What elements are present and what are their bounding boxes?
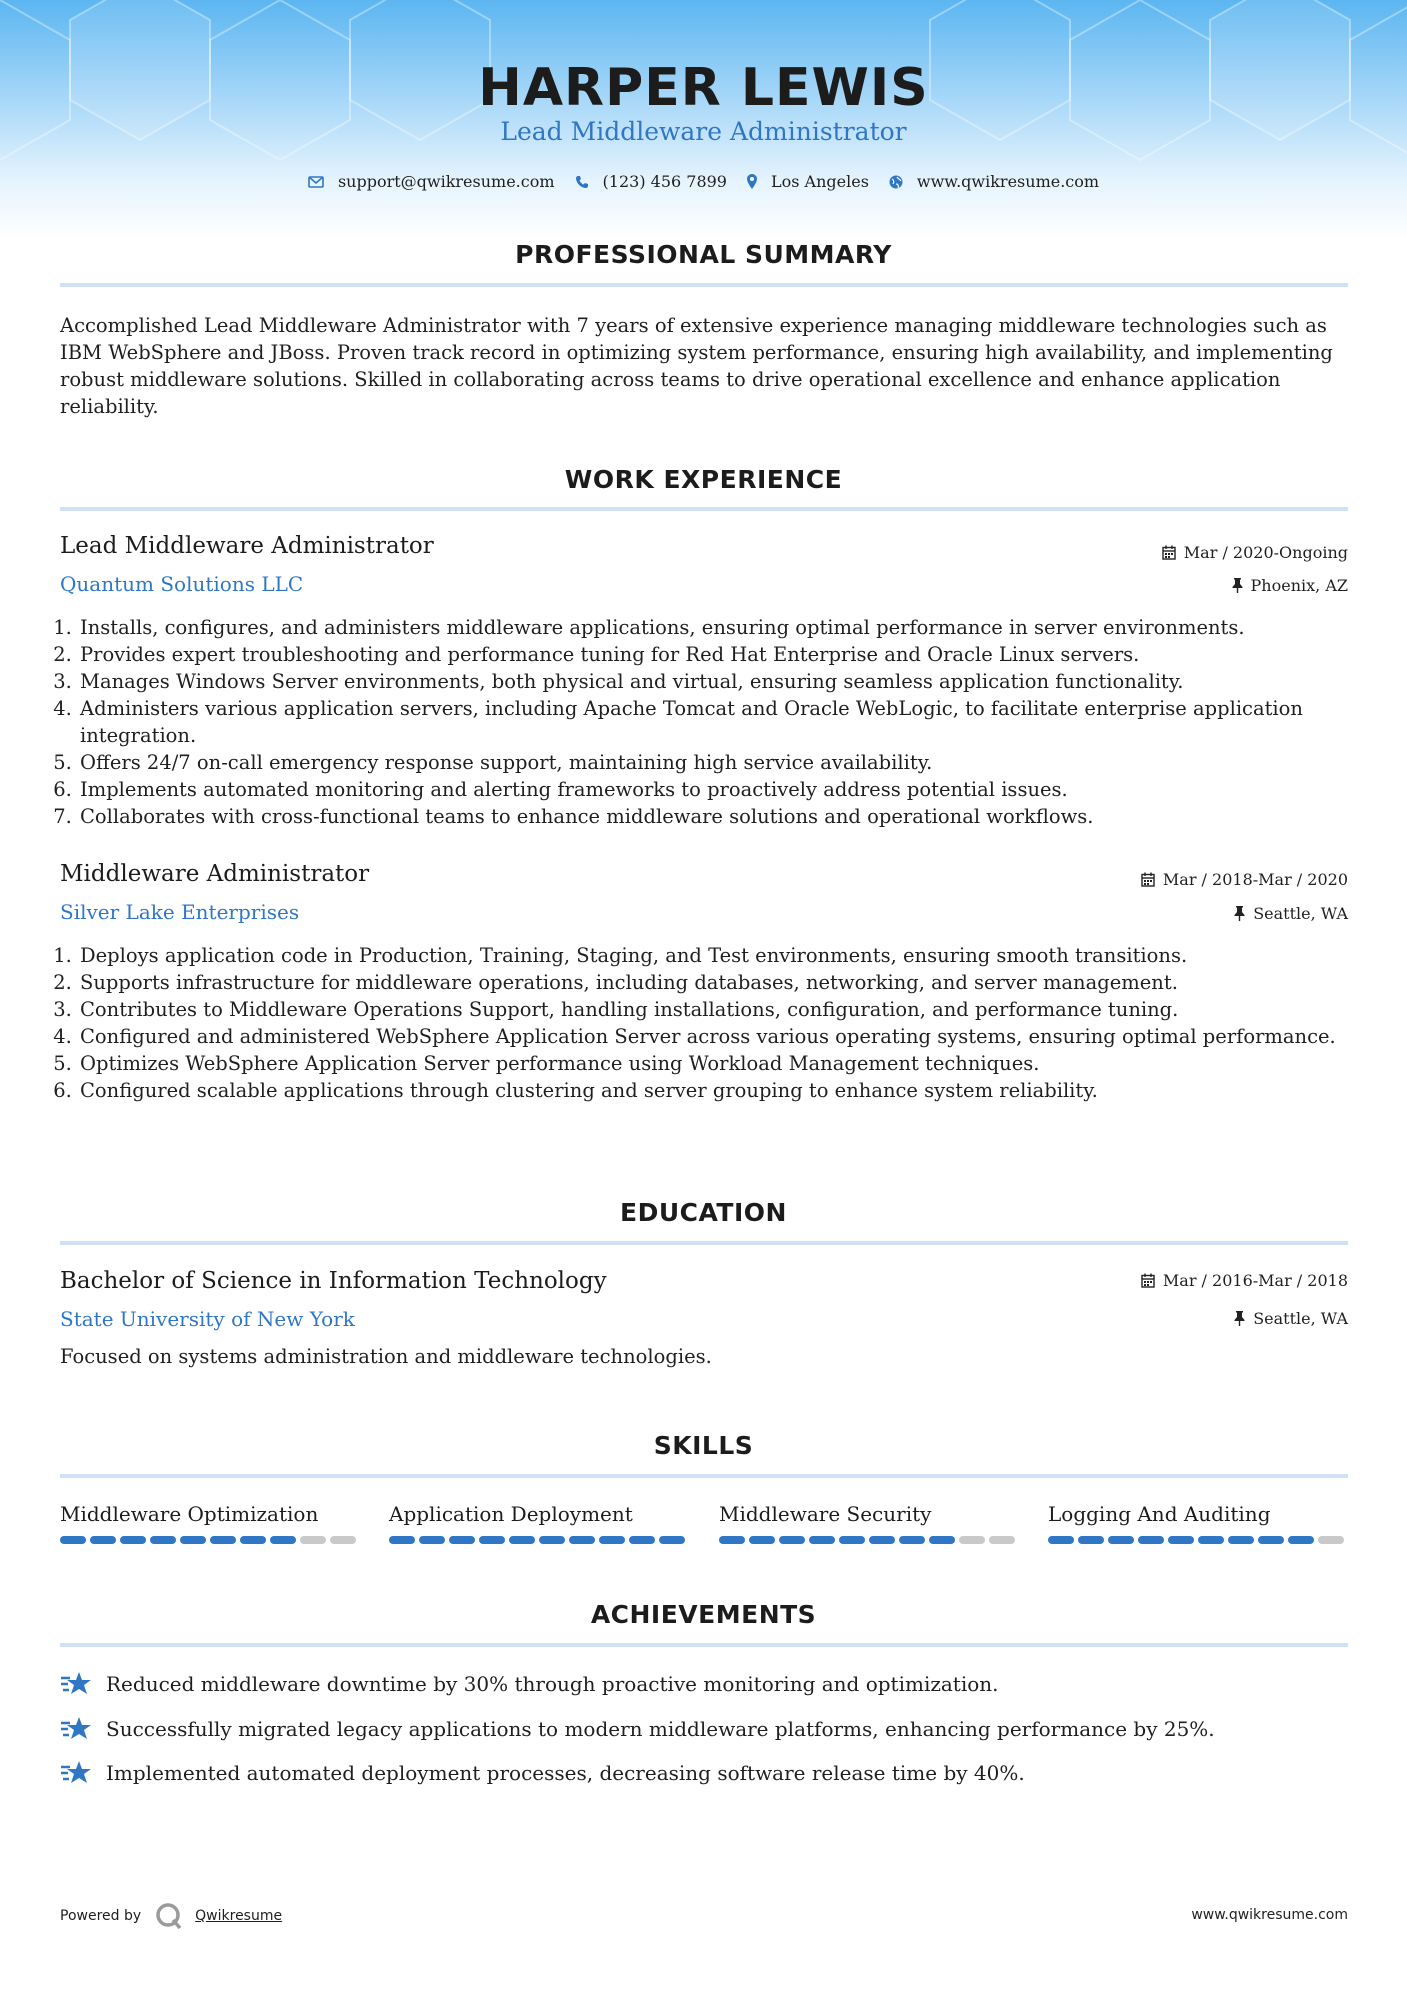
- achievement-item: [60, 1760, 1025, 1786]
- job-dates: [1141, 870, 1348, 889]
- list-item: 5. Optimizes WebSphere Application Server performance using Workload Management techniques.: [78, 1050, 1368, 1077]
- job-company: Quantum Solutions LLC: [60, 572, 304, 596]
- pushpin-icon: [1234, 1311, 1245, 1326]
- email-text: support@qwikresume.com: [337, 172, 555, 191]
- location-text: Los Angeles: [770, 172, 869, 191]
- skill-level-segment: [869, 1536, 895, 1544]
- achievement-item: [60, 1716, 1215, 1742]
- skill-level-segment: [210, 1536, 236, 1544]
- skill-level-segment: [389, 1536, 415, 1544]
- skill-item: [1048, 1502, 1348, 1544]
- skill-level-segment: [959, 1536, 985, 1544]
- section-title-experience: WORK EXPERIENCE: [564, 465, 843, 494]
- skill-level-segment: [599, 1536, 625, 1544]
- skill-level-segment: [659, 1536, 685, 1544]
- powered-by-label: Powered by: [60, 1908, 142, 1924]
- section-divider: [60, 1241, 1348, 1245]
- skill-level-segment: [539, 1536, 565, 1544]
- skill-level-segment: [419, 1536, 445, 1544]
- summary-text: Accomplished Lead Middleware Administrator with 7 years of extensive experience managing middleware technologies such as IBM WebSphere and JBoss. Proven track record in optimizing system performance, ensuring high availability, and implementing robust middleware solutions. Skilled in collaborating across teams to drive operational excellence and enhance application reliability.: [60, 314, 1333, 418]
- skill-level-bar: [389, 1536, 689, 1544]
- list-item: 1. Installs, configures, and administers middleware applications, ensuring optimal performance in server environments.: [78, 614, 1368, 641]
- job-bullets: [60, 614, 1368, 830]
- skill-level-segment: [90, 1536, 116, 1544]
- star-icon: [60, 1716, 92, 1742]
- job-location-text: Phoenix, AZ: [1250, 576, 1348, 595]
- list-item: 3. Manages Windows Server environments, both physical and virtual, ensuring seamless application functionality.: [78, 668, 1368, 695]
- star-icon: [60, 1760, 92, 1786]
- job-dates: [1162, 543, 1348, 562]
- skill-level-segment: [449, 1536, 475, 1544]
- skill-level-segment: [629, 1536, 655, 1544]
- calendar-icon: [1141, 872, 1155, 887]
- job-location: [1234, 904, 1348, 923]
- achievement-text: Implemented automated deployment processes, decreasing software release time by 40%.: [106, 1761, 1025, 1785]
- qwikresume-link[interactable]: Qwikresume: [195, 1908, 283, 1924]
- list-item: 4. Administers various application servers, including Apache Tomcat and Oracle WebLogic, to facilitate enterprise application integration.: [78, 695, 1368, 749]
- section-title-achievements: ACHIEVEMENTS: [590, 1600, 817, 1629]
- skill-item: [60, 1502, 360, 1544]
- skill-level-segment: [1168, 1536, 1194, 1544]
- education-location: [1234, 1309, 1348, 1328]
- skill-level-segment: [929, 1536, 955, 1544]
- job-location: [1232, 576, 1348, 595]
- list-item: 1. Deploys application code in Production, Training, Staging, and Test environments, ensuring smooth transitions.: [78, 942, 1368, 969]
- contact-location: [747, 172, 869, 191]
- star-icon: [60, 1671, 92, 1697]
- skill-item: [389, 1502, 689, 1544]
- skill-level-segment: [1138, 1536, 1164, 1544]
- skill-level-bar: [60, 1536, 360, 1544]
- footer-website[interactable]: www.qwikresume.com: [1191, 1907, 1348, 1923]
- job-dates-text: Mar / 2018-Mar / 2020: [1162, 870, 1348, 889]
- skill-level-segment: [270, 1536, 296, 1544]
- list-item: 4. Configured and administered WebSphere Application Server across various operating systems, ensuring optimal performance.: [78, 1023, 1368, 1050]
- skill-level-segment: [479, 1536, 505, 1544]
- skill-level-segment: [1258, 1536, 1284, 1544]
- job-dates-text: Mar / 2020-Ongoing: [1183, 543, 1348, 562]
- skill-level-segment: [240, 1536, 266, 1544]
- candidate-name: HARPER LEWIS: [478, 58, 929, 118]
- list-item: 6. Implements automated monitoring and alerting frameworks to proactively address potential issues.: [78, 776, 1368, 803]
- list-item: 7. Collaborates with cross-functional teams to enhance middleware solutions and operational workflows.: [78, 803, 1368, 830]
- website-text: www.qwikresume.com: [916, 172, 1100, 191]
- achievement-text: Successfully migrated legacy applications to modern middleware platforms, enhancing performance by 25%.: [106, 1717, 1215, 1741]
- section-title-summary: PROFESSIONAL SUMMARY: [515, 240, 892, 269]
- education-dates: [1141, 1271, 1348, 1290]
- pushpin-icon: [1232, 578, 1243, 593]
- list-item: 5. Offers 24/7 on-call emergency response support, maintaining high service availability.: [78, 749, 1368, 776]
- job-role: Middleware Administrator: [60, 861, 370, 887]
- section-title-education: EDUCATION: [620, 1198, 787, 1227]
- qwikresume-logo-icon: [155, 1902, 183, 1930]
- achievement-text: Reduced middleware downtime by 30% through proactive monitoring and optimization.: [106, 1672, 999, 1696]
- skill-level-segment: [1048, 1536, 1074, 1544]
- skill-item: [719, 1502, 1019, 1544]
- section-divider: [60, 1643, 1348, 1647]
- globe-icon: [889, 175, 903, 189]
- education-location-text: Seattle, WA: [1253, 1309, 1348, 1328]
- footer-powered-by: [60, 1902, 282, 1930]
- skill-level-segment: [509, 1536, 535, 1544]
- skill-level-segment: [150, 1536, 176, 1544]
- skill-level-segment: [1078, 1536, 1104, 1544]
- achievement-item: [60, 1671, 999, 1697]
- education-degree: Bachelor of Science in Information Technology: [60, 1268, 607, 1294]
- skill-level-segment: [569, 1536, 595, 1544]
- skill-name: Middleware Optimization: [60, 1502, 319, 1526]
- skill-level-segment: [839, 1536, 865, 1544]
- calendar-icon: [1141, 1273, 1155, 1288]
- skill-level-bar: [1048, 1536, 1348, 1544]
- skill-level-bar: [719, 1536, 1019, 1544]
- list-item: 2. Supports infrastructure for middleware operations, including databases, networking, and server management.: [78, 969, 1368, 996]
- envelope-icon: [308, 176, 324, 188]
- pushpin-icon: [1234, 906, 1245, 921]
- job-company: Silver Lake Enterprises: [60, 900, 300, 924]
- skill-level-segment: [809, 1536, 835, 1544]
- skill-level-segment: [749, 1536, 775, 1544]
- skill-level-segment: [180, 1536, 206, 1544]
- contact-email[interactable]: [308, 172, 555, 191]
- skill-name: Logging And Auditing: [1048, 1502, 1271, 1526]
- candidate-title: Lead Middleware Administrator: [500, 117, 907, 146]
- calendar-icon: [1162, 545, 1176, 560]
- skill-level-segment: [1288, 1536, 1314, 1544]
- job-role: Lead Middleware Administrator: [60, 533, 434, 559]
- contact-website[interactable]: [889, 172, 1099, 191]
- phone-text: (123) 456 7899: [602, 172, 727, 191]
- list-item: 2. Provides expert troubleshooting and performance tuning for Red Hat Enterprise and Oracle Linux servers.: [78, 641, 1368, 668]
- skill-level-segment: [1318, 1536, 1344, 1544]
- skill-name: Middleware Security: [719, 1502, 932, 1526]
- contact-phone[interactable]: [575, 172, 727, 191]
- skill-level-segment: [989, 1536, 1015, 1544]
- phone-icon: [575, 175, 589, 189]
- skill-level-segment: [779, 1536, 805, 1544]
- skill-level-segment: [899, 1536, 925, 1544]
- list-item: 3. Contributes to Middleware Operations Support, handling installations, configuration, and performance tuning.: [78, 996, 1368, 1023]
- skill-level-segment: [1198, 1536, 1224, 1544]
- section-title-skills: SKILLS: [653, 1431, 754, 1460]
- skill-level-segment: [300, 1536, 326, 1544]
- education-school: State University of New York: [60, 1307, 355, 1331]
- section-divider: [60, 1474, 1348, 1478]
- skill-level-segment: [719, 1536, 745, 1544]
- skill-level-segment: [120, 1536, 146, 1544]
- skill-level-segment: [60, 1536, 86, 1544]
- section-divider: [60, 507, 1348, 511]
- skill-level-segment: [330, 1536, 356, 1544]
- job-bullets: [60, 942, 1368, 1104]
- list-item: 6. Configured scalable applications through clustering and server grouping to enhance system reliability.: [78, 1077, 1368, 1104]
- education-description: Focused on systems administration and middleware technologies.: [60, 1345, 712, 1368]
- skill-level-segment: [1108, 1536, 1134, 1544]
- skill-name: Application Deployment: [389, 1502, 633, 1526]
- job-location-text: Seattle, WA: [1253, 904, 1348, 923]
- education-dates-text: Mar / 2016-Mar / 2018: [1162, 1271, 1348, 1290]
- skill-level-segment: [1228, 1536, 1254, 1544]
- map-pin-icon: [747, 174, 757, 189]
- contact-bar: [0, 172, 1407, 191]
- section-divider: [60, 283, 1348, 287]
